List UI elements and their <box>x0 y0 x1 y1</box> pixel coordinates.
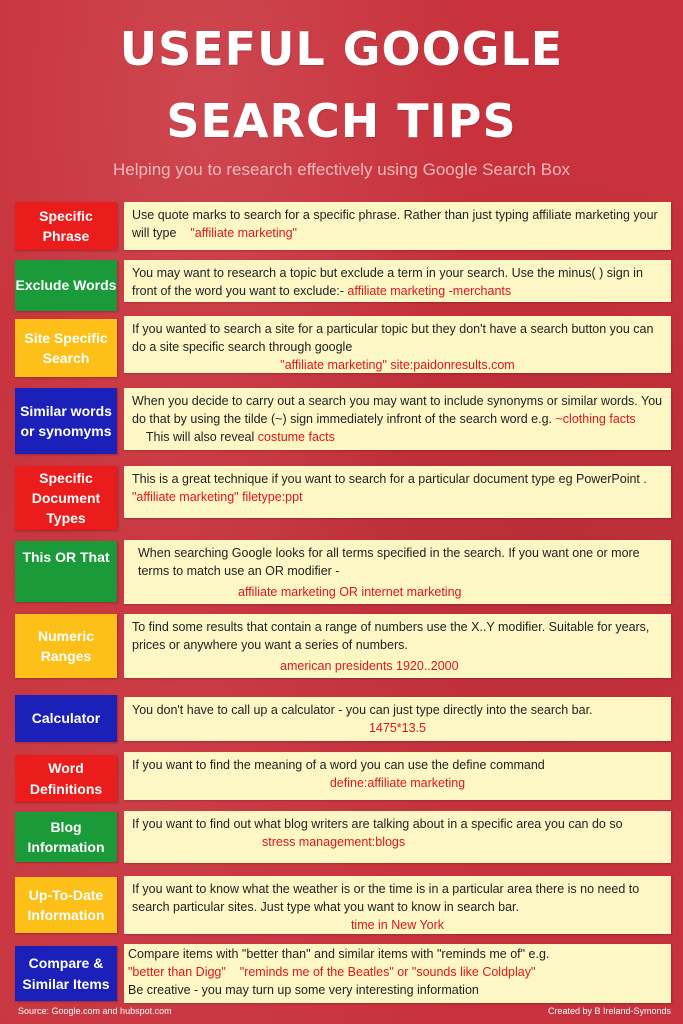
tip-text: You don't have to call up a calculator - you can just type directly into the search bar. <box>132 703 593 717</box>
tip-text-2: Be creative - you may turn up some very interesting information <box>128 982 479 997</box>
tip-example: stress management:blogs <box>262 834 406 849</box>
tip-box-blog-information <box>124 811 671 863</box>
tip-text: If you want to find out what blog writers are talking about in a specific area you can do so <box>132 817 623 831</box>
tip-box-similar-words <box>124 388 671 450</box>
tip-example: define:affiliate marketing <box>329 775 466 790</box>
tip-text-2: This will also reveal <box>145 429 255 444</box>
title-line-2: SEARCH TIPS <box>166 94 517 148</box>
title-line-1: USEFUL GOOGLE <box>119 22 564 76</box>
tip-box-specific-phrase <box>124 202 671 250</box>
tip-label-site-specific-search: Site Specific Search <box>15 319 117 377</box>
tip-box-exclude-words <box>124 260 671 302</box>
footer-credit: Created by B Ireland-Symonds <box>547 1006 671 1016</box>
tip-example: 1475*13.5 <box>368 720 426 735</box>
tip-example: "affiliate marketing" filetype:ppt <box>132 489 303 504</box>
tip-label-calculator: Calculator <box>15 695 117 742</box>
tip-box-up-to-date <box>124 876 671 934</box>
tip-example: affiliate marketing -merchants <box>347 283 512 298</box>
tip-box-word-definitions <box>124 752 671 800</box>
tip-label-numeric-ranges: Numeric Ranges <box>15 614 117 678</box>
tip-example: "affiliate marketing" site:paidonresults.com <box>280 357 515 372</box>
tip-label-word-definitions: Word Definitions <box>15 755 117 802</box>
tip-text: You may want to research a topic but exclude a term in your search. Use the minus( ) sign in front of the word you want to exclude:- <box>132 266 643 298</box>
tip-text: Use quote marks to search for a specific phrase. Rather than just typing affiliate marketing your will type <box>132 208 658 240</box>
tip-label-similar-words: Similar words or synomyms <box>15 388 117 454</box>
tip-example-2: costume facts <box>257 429 335 444</box>
tip-example: "affiliate marketing" <box>190 225 297 240</box>
tip-box-document-types <box>124 466 671 518</box>
tip-text: If you wanted to search a site for a particular topic but they don't have a search button you can do a site specific search through google <box>132 322 654 354</box>
tip-box-compare-similar <box>124 944 671 1003</box>
tip-text: When you decide to carry out a search you may want to include synonyms or similar words. You do that by using the tilde (~) sign immediately infront of the search word e.g. <box>132 394 663 426</box>
tip-text: When searching Google looks for all terms specified in the search. If you want one or more terms to match use an OR modifier - <box>138 546 640 578</box>
tip-example: "better than Digg" <box>128 964 226 979</box>
tip-box-this-or-that <box>124 540 671 604</box>
tip-label-blog-information: Blog Information <box>15 812 117 862</box>
tip-example: ~clothing facts <box>555 411 636 426</box>
tip-example-2: "reminds me of the Beatles" or "sounds like Coldplay" <box>239 964 536 979</box>
tip-text: To find some results that contain a range of numbers use the X..Y modifier. Suitable for years, prices or anywhere you want a series of numbers. <box>132 620 650 652</box>
subtitle: Helping you to research effectively using Google Search Box <box>112 160 571 179</box>
tip-label-this-or-that: This OR That <box>15 541 117 602</box>
tip-text: If you want to know what the weather is or the time is in a particular area there is no need to search particular sites. Just type what you want to know in search bar. <box>132 882 640 914</box>
tip-label-compare-similar: Compare & Similar Items <box>15 946 117 1001</box>
tip-example: affiliate marketing OR internet marketing <box>238 584 462 599</box>
footer-source: Source: Google.com and hubspot.com <box>18 1006 172 1016</box>
tip-box-calculator <box>124 697 671 741</box>
tip-label-exclude-words: Exclude Words <box>15 260 117 311</box>
tip-box-numeric-ranges <box>124 614 671 678</box>
tip-label-up-to-date: Up-To-Date Information <box>15 877 117 933</box>
tip-text: This is a great technique if you want to search for a particular document type eg PowerPoint . <box>132 472 647 486</box>
tip-label-specific-phrase: Specific Phrase <box>15 202 117 250</box>
tip-text: Compare items with "better than" and similar items with "reminds me of" e.g. <box>128 947 550 961</box>
tip-box-site-specific-search <box>124 316 671 373</box>
tip-example: time in New York <box>350 917 445 932</box>
tip-example: american presidents 1920..2000 <box>280 658 459 673</box>
tip-label-document-types: Specific Document Types <box>15 466 117 530</box>
tip-text: If you want to find the meaning of a word you can use the define command <box>132 758 545 772</box>
